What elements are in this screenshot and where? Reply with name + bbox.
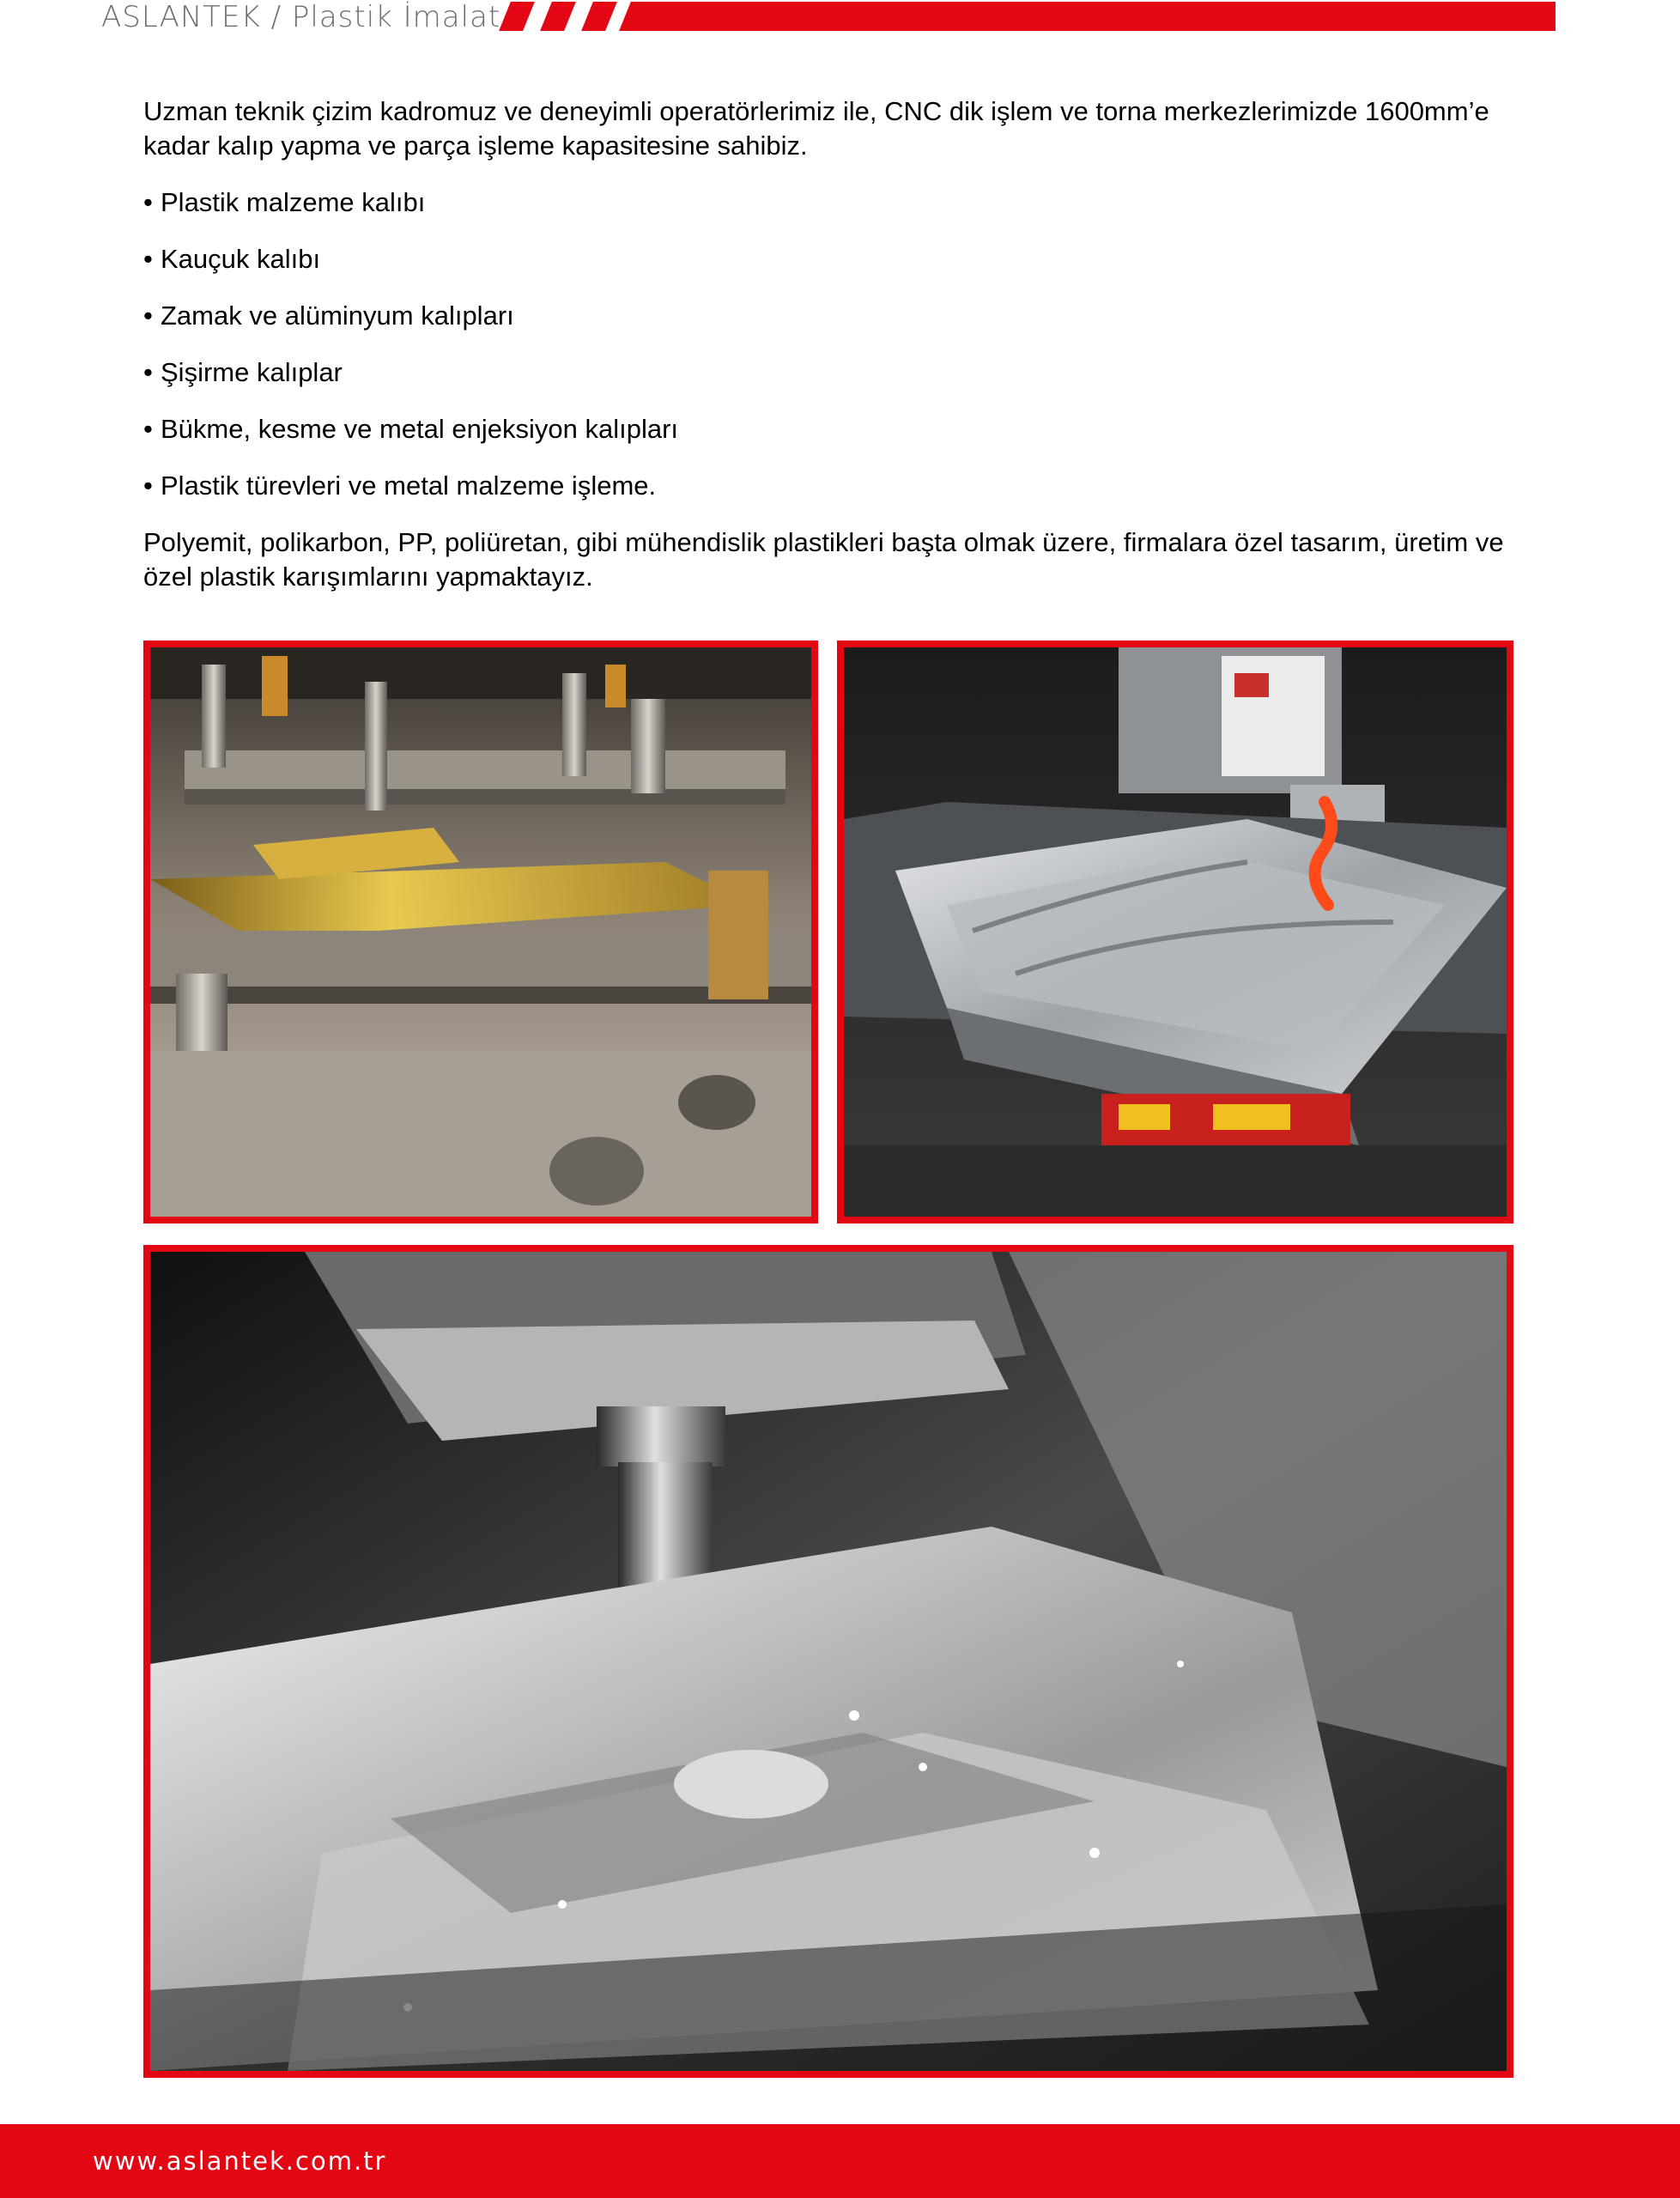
- list-item: • Bükme, kesme ve metal enjeksiyon kalıpları: [143, 414, 679, 444]
- bullet-list: [143, 185, 1517, 503]
- website-url[interactable]: www.aslantek.com.tr: [93, 2146, 387, 2176]
- milling-cutter-illustration: [150, 1252, 1507, 2071]
- photo-cnc-milled-mold: [837, 641, 1513, 1223]
- header-title: ASLANTEK / Plastik İmalat: [101, 0, 501, 34]
- list-item: • Kauçuk kalıbı: [143, 244, 321, 274]
- photo-stamping-die: [143, 641, 818, 1223]
- cnc-mold-illustration: [844, 647, 1507, 1217]
- outro-paragraph: Polyemit, polikarbon, PP, poliüretan, gibi mühendislik plastikleri başta olmak üzere, firmalara özel tasarım, üretim ve özel plastik karışımlarını yapmaktayız.: [143, 527, 1504, 592]
- header-red-bar: [619, 2, 1575, 31]
- list-item: • Şişirme kalıplar: [143, 357, 343, 387]
- list-item: • Zamak ve alüminyum kalıpları: [143, 301, 514, 331]
- stamping-die-illustration: [150, 647, 811, 1217]
- list-item: • Plastik türevleri ve metal malzeme işleme.: [143, 471, 657, 501]
- intro-paragraph: Uzman teknik çizim kadromuz ve deneyimli operatörlerimiz ile, CNC dik işlem ve torna merkezlerimizde 1600mm’e kadar kalıp yapma ve parça işleme kapasitesine sahibiz.: [143, 96, 1489, 161]
- header-stripe: [540, 2, 576, 31]
- header-stripe: [581, 2, 617, 31]
- photo-milling-cutter: [143, 1245, 1513, 2078]
- body-text: [143, 94, 1517, 594]
- page-header: [0, 0, 1680, 36]
- header-stripe: [499, 2, 535, 31]
- page-footer: [0, 2124, 1680, 2198]
- list-item: • Plastik malzeme kalıbı: [143, 187, 426, 217]
